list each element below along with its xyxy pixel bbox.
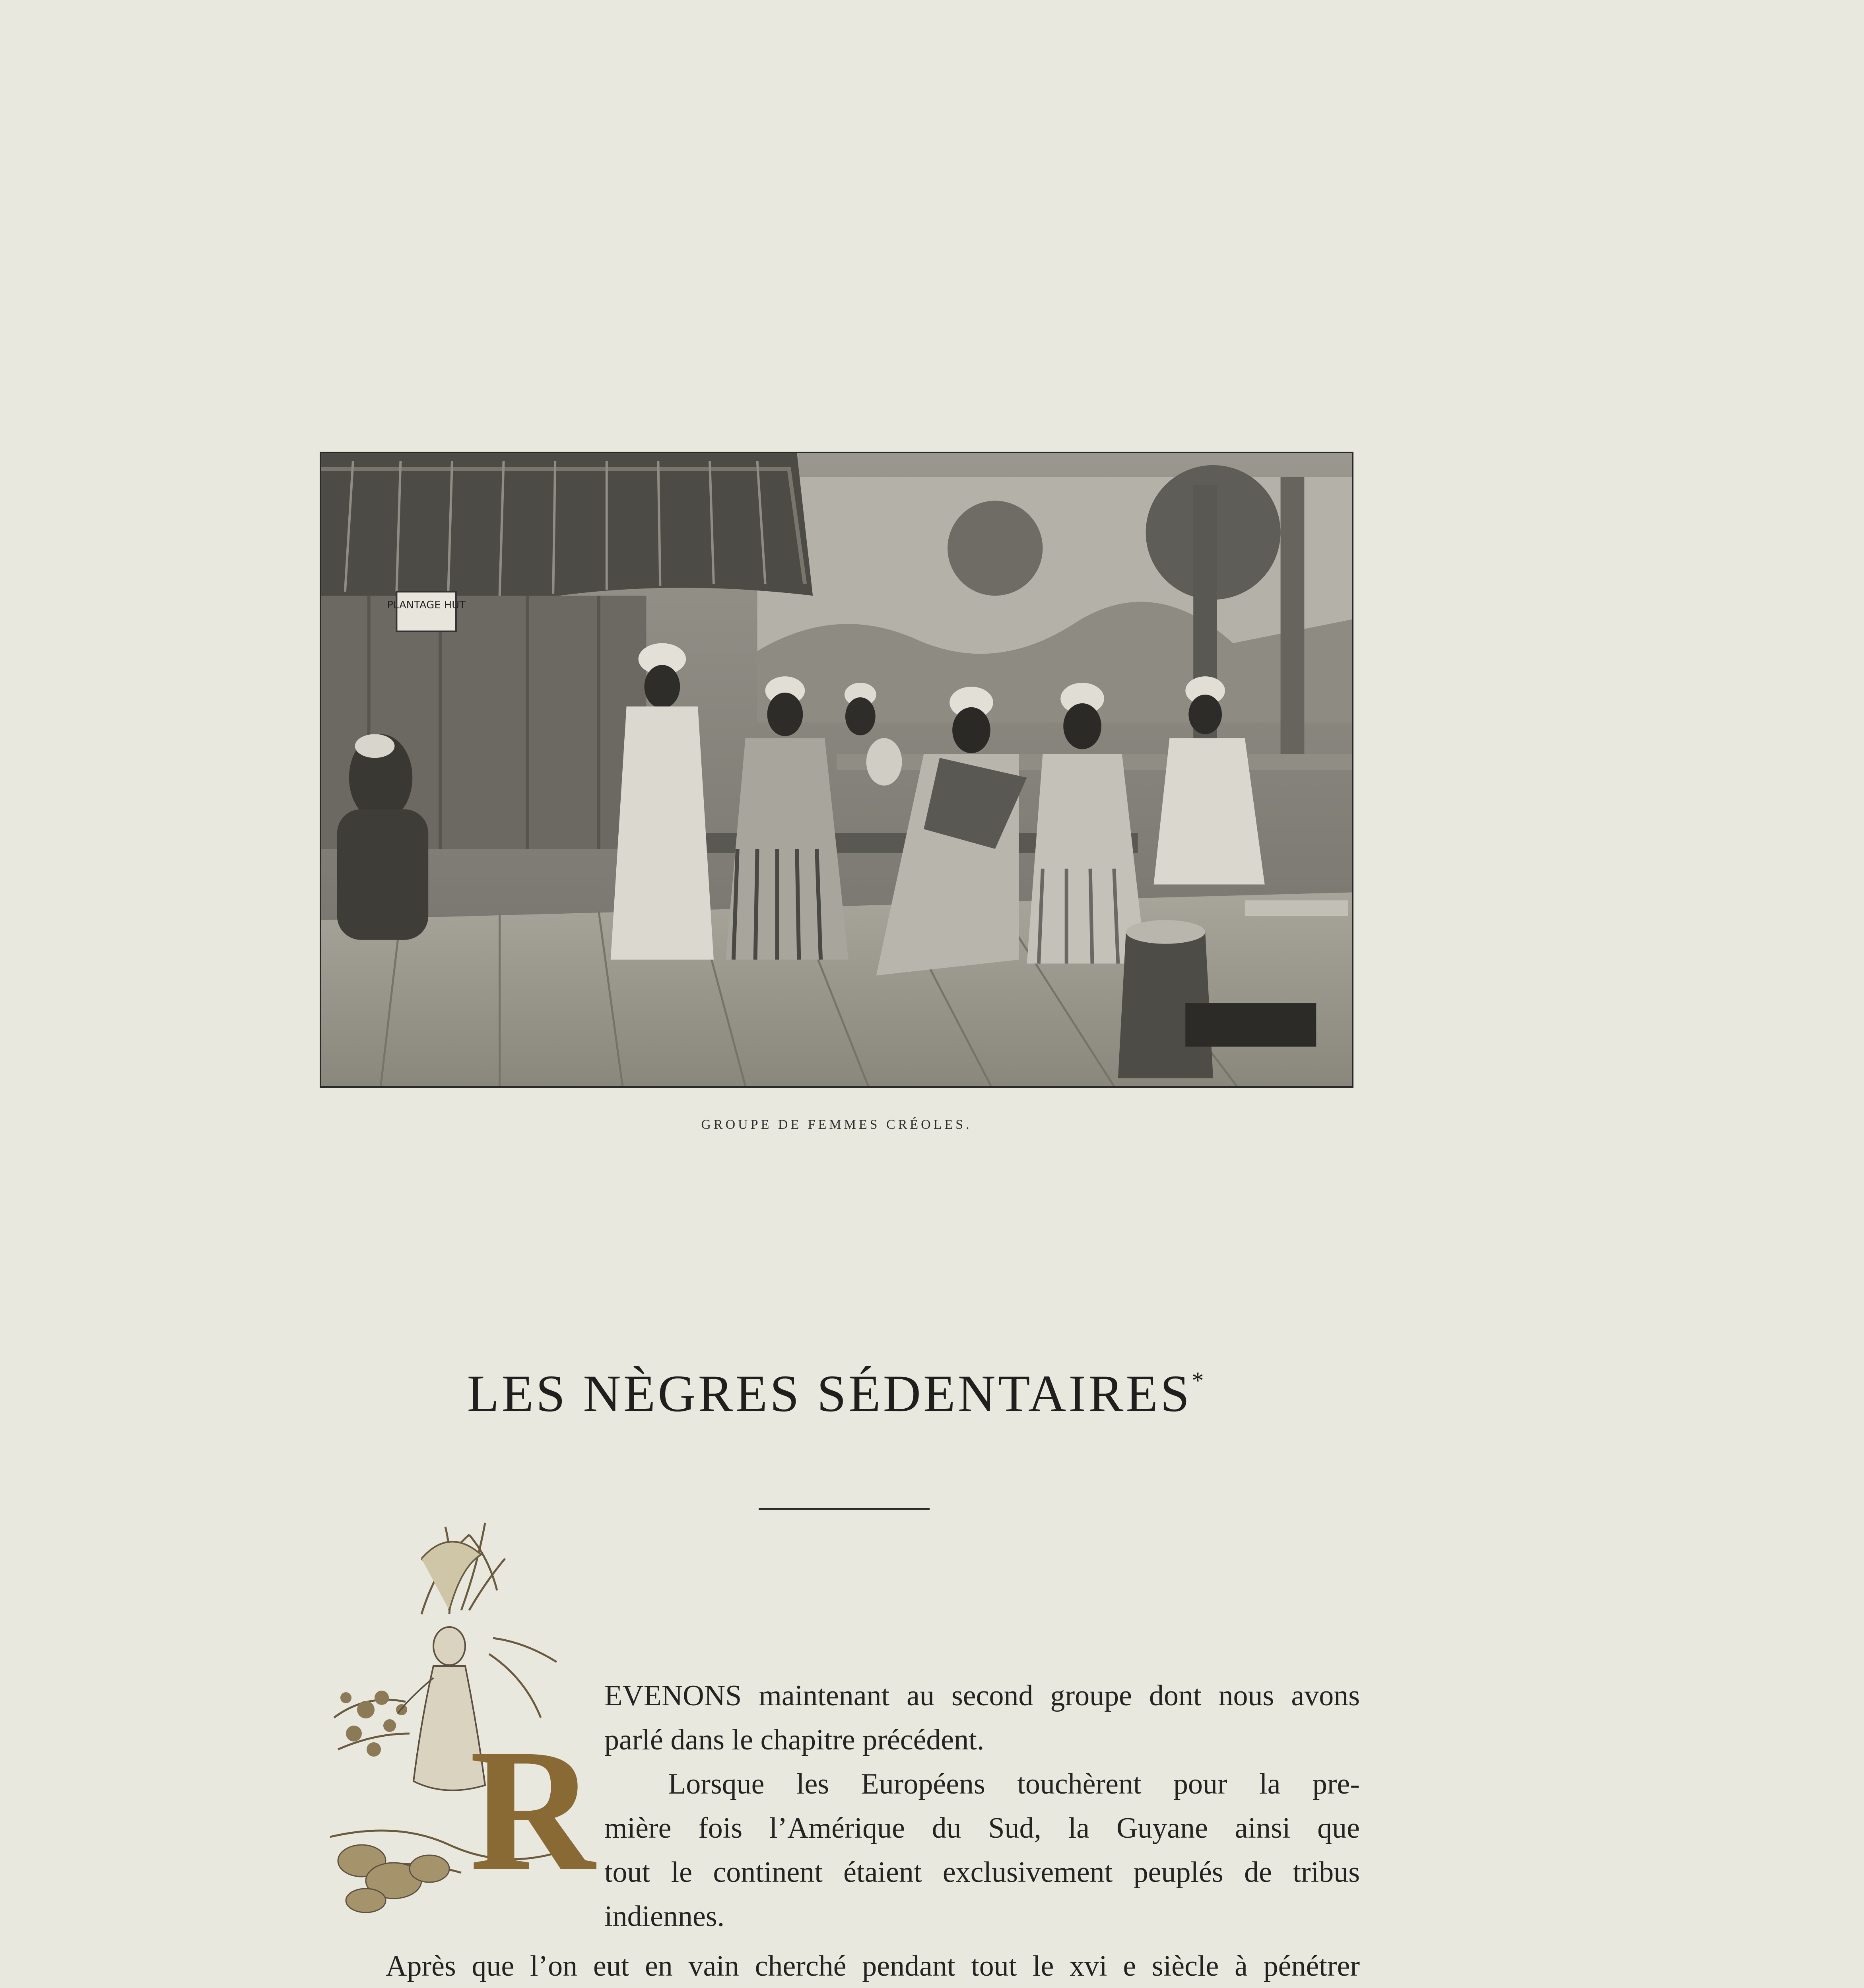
p1-line-3 — [604, 1762, 1360, 1806]
paragraph-2 — [334, 1944, 1360, 1988]
p2-line-1-text: Après que l’on eut en vain cherché pendant tout le xvi e siècle à pénétrer — [386, 1950, 1360, 1982]
p1-line-1 — [604, 1674, 1360, 1718]
photograph-creole-women — [320, 452, 1353, 1088]
hut-sign-text: PLANTAGE HUT — [387, 599, 466, 612]
chapter-title-text: LES NÈGRES SÉDENTAIRES — [467, 1364, 1192, 1423]
footnote-marker: * — [1192, 1367, 1206, 1394]
paragraph-1 — [604, 1674, 1360, 1939]
p1-line-3-text: Lorsque les Européens touchèrent pour la pre- — [668, 1768, 1360, 1800]
ornamental-initial-illustration — [318, 1511, 596, 1920]
p1-line-5-text: tout le continent étaient exclusivement peuplés de tribus — [604, 1856, 1360, 1889]
photo-caption: GROUPE DE FEMMES CRÉOLES. — [701, 1117, 972, 1132]
p1-line-6 — [604, 1895, 1360, 1939]
drop-cap-letter: R — [470, 1713, 596, 1907]
p1-line-2-text: parlé dans le chapitre précédent. — [604, 1724, 984, 1756]
p1-line-4-text: mière fois l’Amérique du Sud, la Guyane ainsi que — [604, 1812, 1360, 1844]
p2-line-1 — [334, 1944, 1360, 1988]
p1-line-1-text: EVENONS maintenant au second groupe dont nous avons — [604, 1679, 1360, 1712]
title-rule — [759, 1508, 930, 1510]
p1-line-5 — [604, 1850, 1360, 1895]
photo-illustration — [321, 453, 1352, 1086]
p1-line-2 — [604, 1718, 1360, 1762]
p1-line-6-text: indiennes. — [604, 1900, 725, 1933]
chapter-title — [320, 1363, 1353, 1424]
ornamental-initial — [318, 1511, 596, 1920]
p1-line-4 — [604, 1806, 1360, 1850]
